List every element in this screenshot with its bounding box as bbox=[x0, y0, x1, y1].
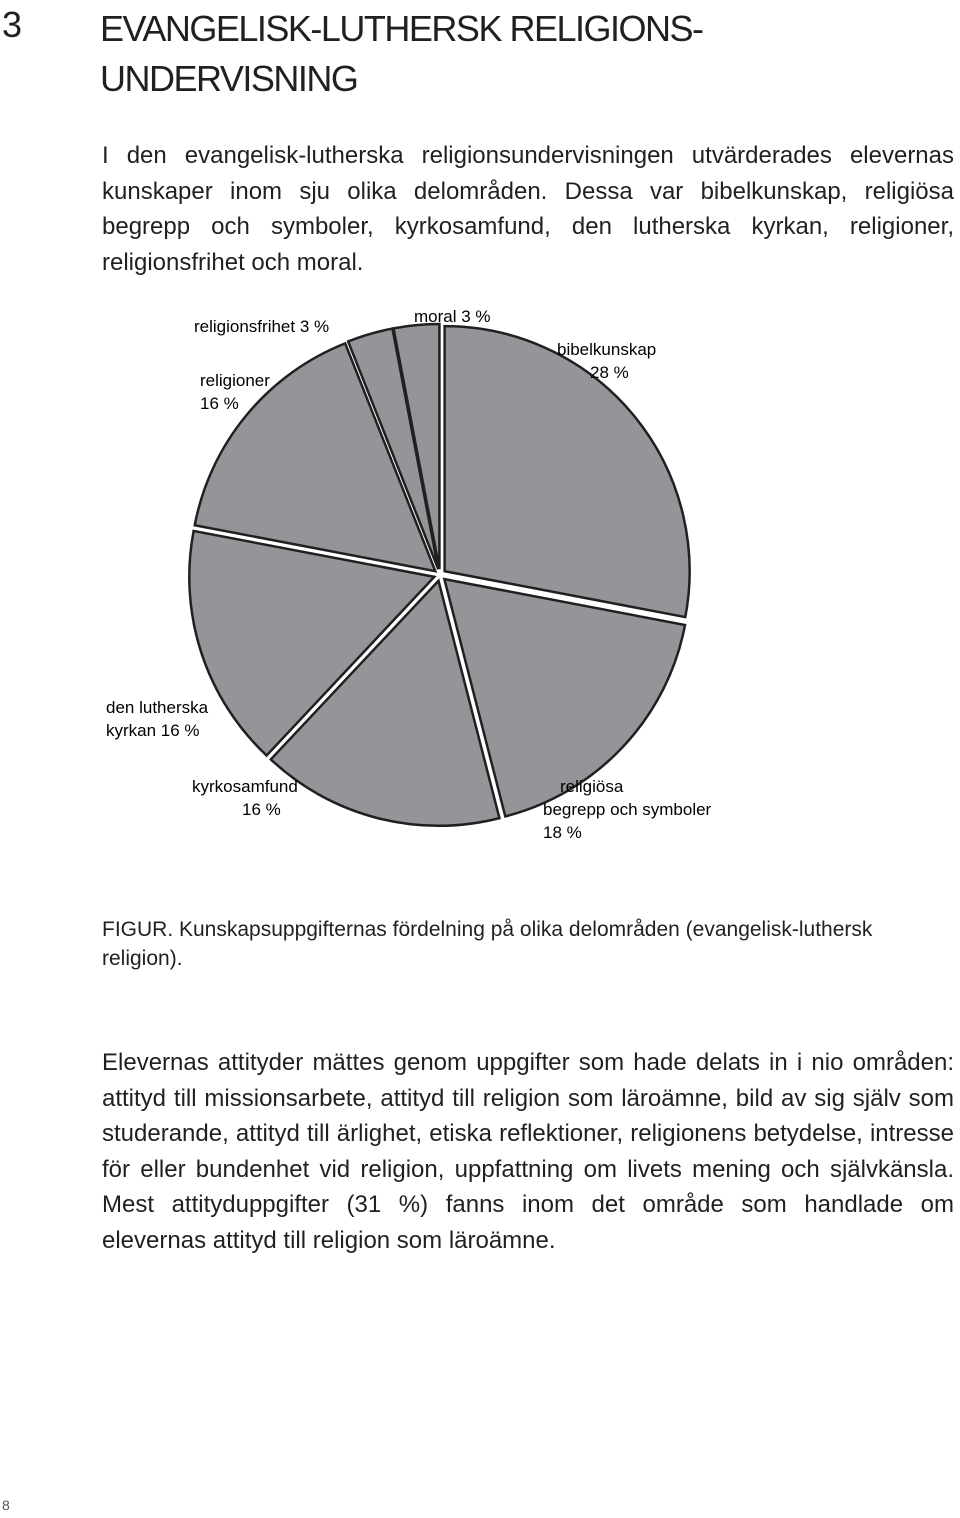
pie-chart bbox=[0, 300, 960, 860]
pie-slice-label: religionsfrihet 3 % bbox=[194, 317, 330, 336]
pie-slice bbox=[445, 326, 690, 617]
chapter-title: EVANGELISK-LUTHERSK RELIGIONS- UNDERVISNING bbox=[100, 8, 703, 99]
pie-slice-label: 28 % bbox=[590, 363, 629, 382]
pie-slice-label: religioner bbox=[200, 371, 270, 390]
chapter-number: 3 bbox=[2, 4, 22, 45]
pie-slice-label: religiösa bbox=[560, 777, 624, 796]
page-number: 8 bbox=[2, 1497, 10, 1513]
attitudes-paragraph: Elevernas attityder mättes genom uppgifter som hade delats in i nio områden: attityd till missionsarbete, attityd till religion som läroämne, bild av sig själv som studerande, attityd till ärlighet, etiska reflektioner, religionens betydelse, intresse för eller bundenhet vid religion, uppfattning om livets mening och självkänsla. Mest attityduppgifter (31 %) fanns inom det område som handlade om elevernas attityd till religion som läroämne. bbox=[102, 1049, 954, 1254]
pie-slice-label: kyrkosamfund bbox=[192, 777, 298, 796]
pie-slice-label: moral 3 % bbox=[414, 307, 491, 326]
pie-slice-label: 16 % bbox=[242, 800, 281, 819]
intro-paragraph: I den evangelisk-lutherska religionsundervisningen utvärderades elevernas kunskaper inom sju olika delområden. Dessa var bibelkunskap, religiösa begrepp och symboler, kyrkosamfund, den lutherska kyrkan, religioner, religionsfrihet och moral. bbox=[102, 142, 954, 276]
pie-slice-label: bibelkunskap bbox=[557, 340, 657, 359]
pie-slice-label: den lutherska bbox=[106, 698, 209, 717]
figure-caption: FIGUR. Kunskapsuppgifternas fördelning på olika delområden (evangelisk-luthersk religion). bbox=[102, 918, 873, 970]
pie-slice-label: 18 % bbox=[543, 823, 582, 842]
pie-slice-label: kyrkan 16 % bbox=[106, 721, 200, 740]
pie-chart-svg bbox=[0, 300, 960, 860]
pie-slice-label: begrepp och symboler bbox=[543, 800, 712, 819]
pie-slice-label: 16 % bbox=[200, 394, 239, 413]
